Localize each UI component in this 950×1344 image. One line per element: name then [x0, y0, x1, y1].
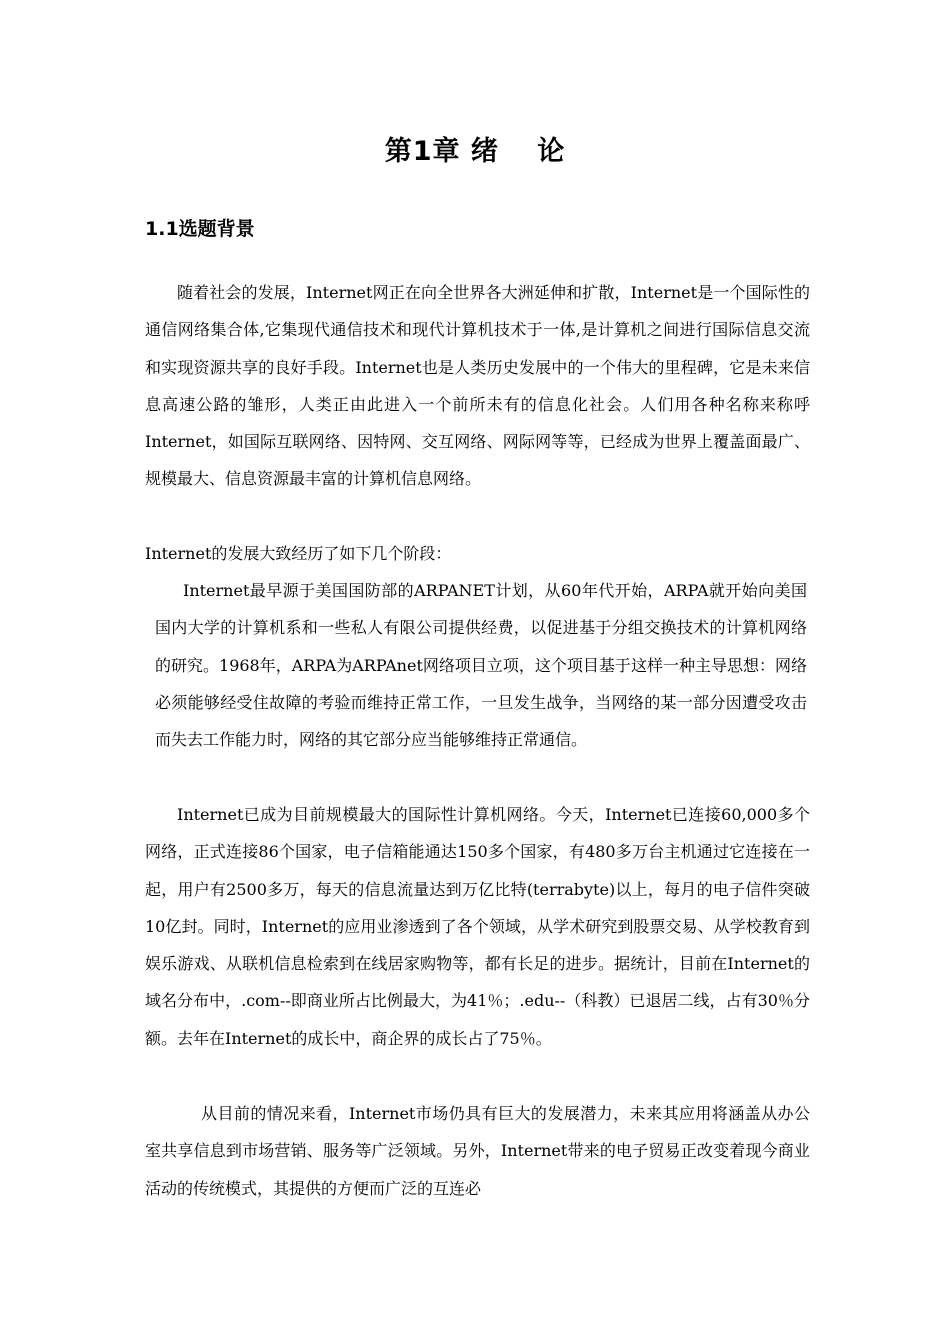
chapter-title: 第1章 绪 论: [384, 136, 566, 167]
paragraph-internet-overview: 随着社会的发展，Internet网正在向全世界各大洲延伸和扩散，Internet是一个国际性的通信网络集合体,它集现代通信技术和现代计算机技术于一体,是计算机之间进行国际信息交流和实现资源共享的良好手段。Internet也是人类历史发展中的一个伟大的里程碑，它是未来信息高速公路的雏形，人类正由此进入一个前所未有的信息化社会。人们用各种名称来称呼Internet，如国际互联网络、因特网、交互网络、网际网等等，已经成为世界上覆盖面最广、规模最大、信息资源最丰富的计算机信息网络。: [145, 283, 810, 489]
section-title: 1.1选题背景: [145, 218, 255, 240]
paragraph-market-potential: 从目前的情况来看，Internet市场仍具有巨大的发展潜力，未来其应用将涵盖从办公室共享信息到市场营销、服务等广泛领域。另外，Internet带来的电子贸易正改变着现今商业活动的传统模式，其提供的方便而广泛的互连必: [145, 1104, 810, 1198]
paragraph-stages-intro: Internet的发展大致经历了如下几个阶段：: [145, 544, 452, 563]
paragraph-arpanet-origin: Internet最早源于美国国防部的ARPANET计划，从60年代开始，ARPA就开始向美国国内大学的计算机系和一些私人有限公司提供经费，以促进基于分组交换技术的计算机网络的研究。1968年，ARPA为ARPAnet网络项目立项，这个项目基于这样一种主导思想：网络必须能够经受住故障的考验而维持正常工作，一旦发生战争，当网络的某一部分因遭受攻击而失去工作能力时，网络的其它部分应当能够维持正常通信。: [155, 581, 807, 750]
paragraph-internet-scale: Internet已成为目前规模最大的国际性计算机网络。今天，Internet已连接60,000多个网络，正式连接86个国家，电子信箱能通达150多个国家，有480多万台主机通过它连接在一起，用户有2500多万，每天的信息流量达到万亿比特(terrabyte)以上，每月的电子信件突破10亿封。同时，Internet的应用业渗透到了各个领域，从学术研究到股票交易、从学校教育到娱乐游戏、从联机信息检索到在线居家购物等，都有长足的进步。据统计，目前在Internet的域名分布中，.com--即商业所占比例最大，为41％；.edu--（科教）已退居二线，占有30％分额。去年在Internet的成长中，商企界的成长占了75％。: [145, 805, 810, 1048]
